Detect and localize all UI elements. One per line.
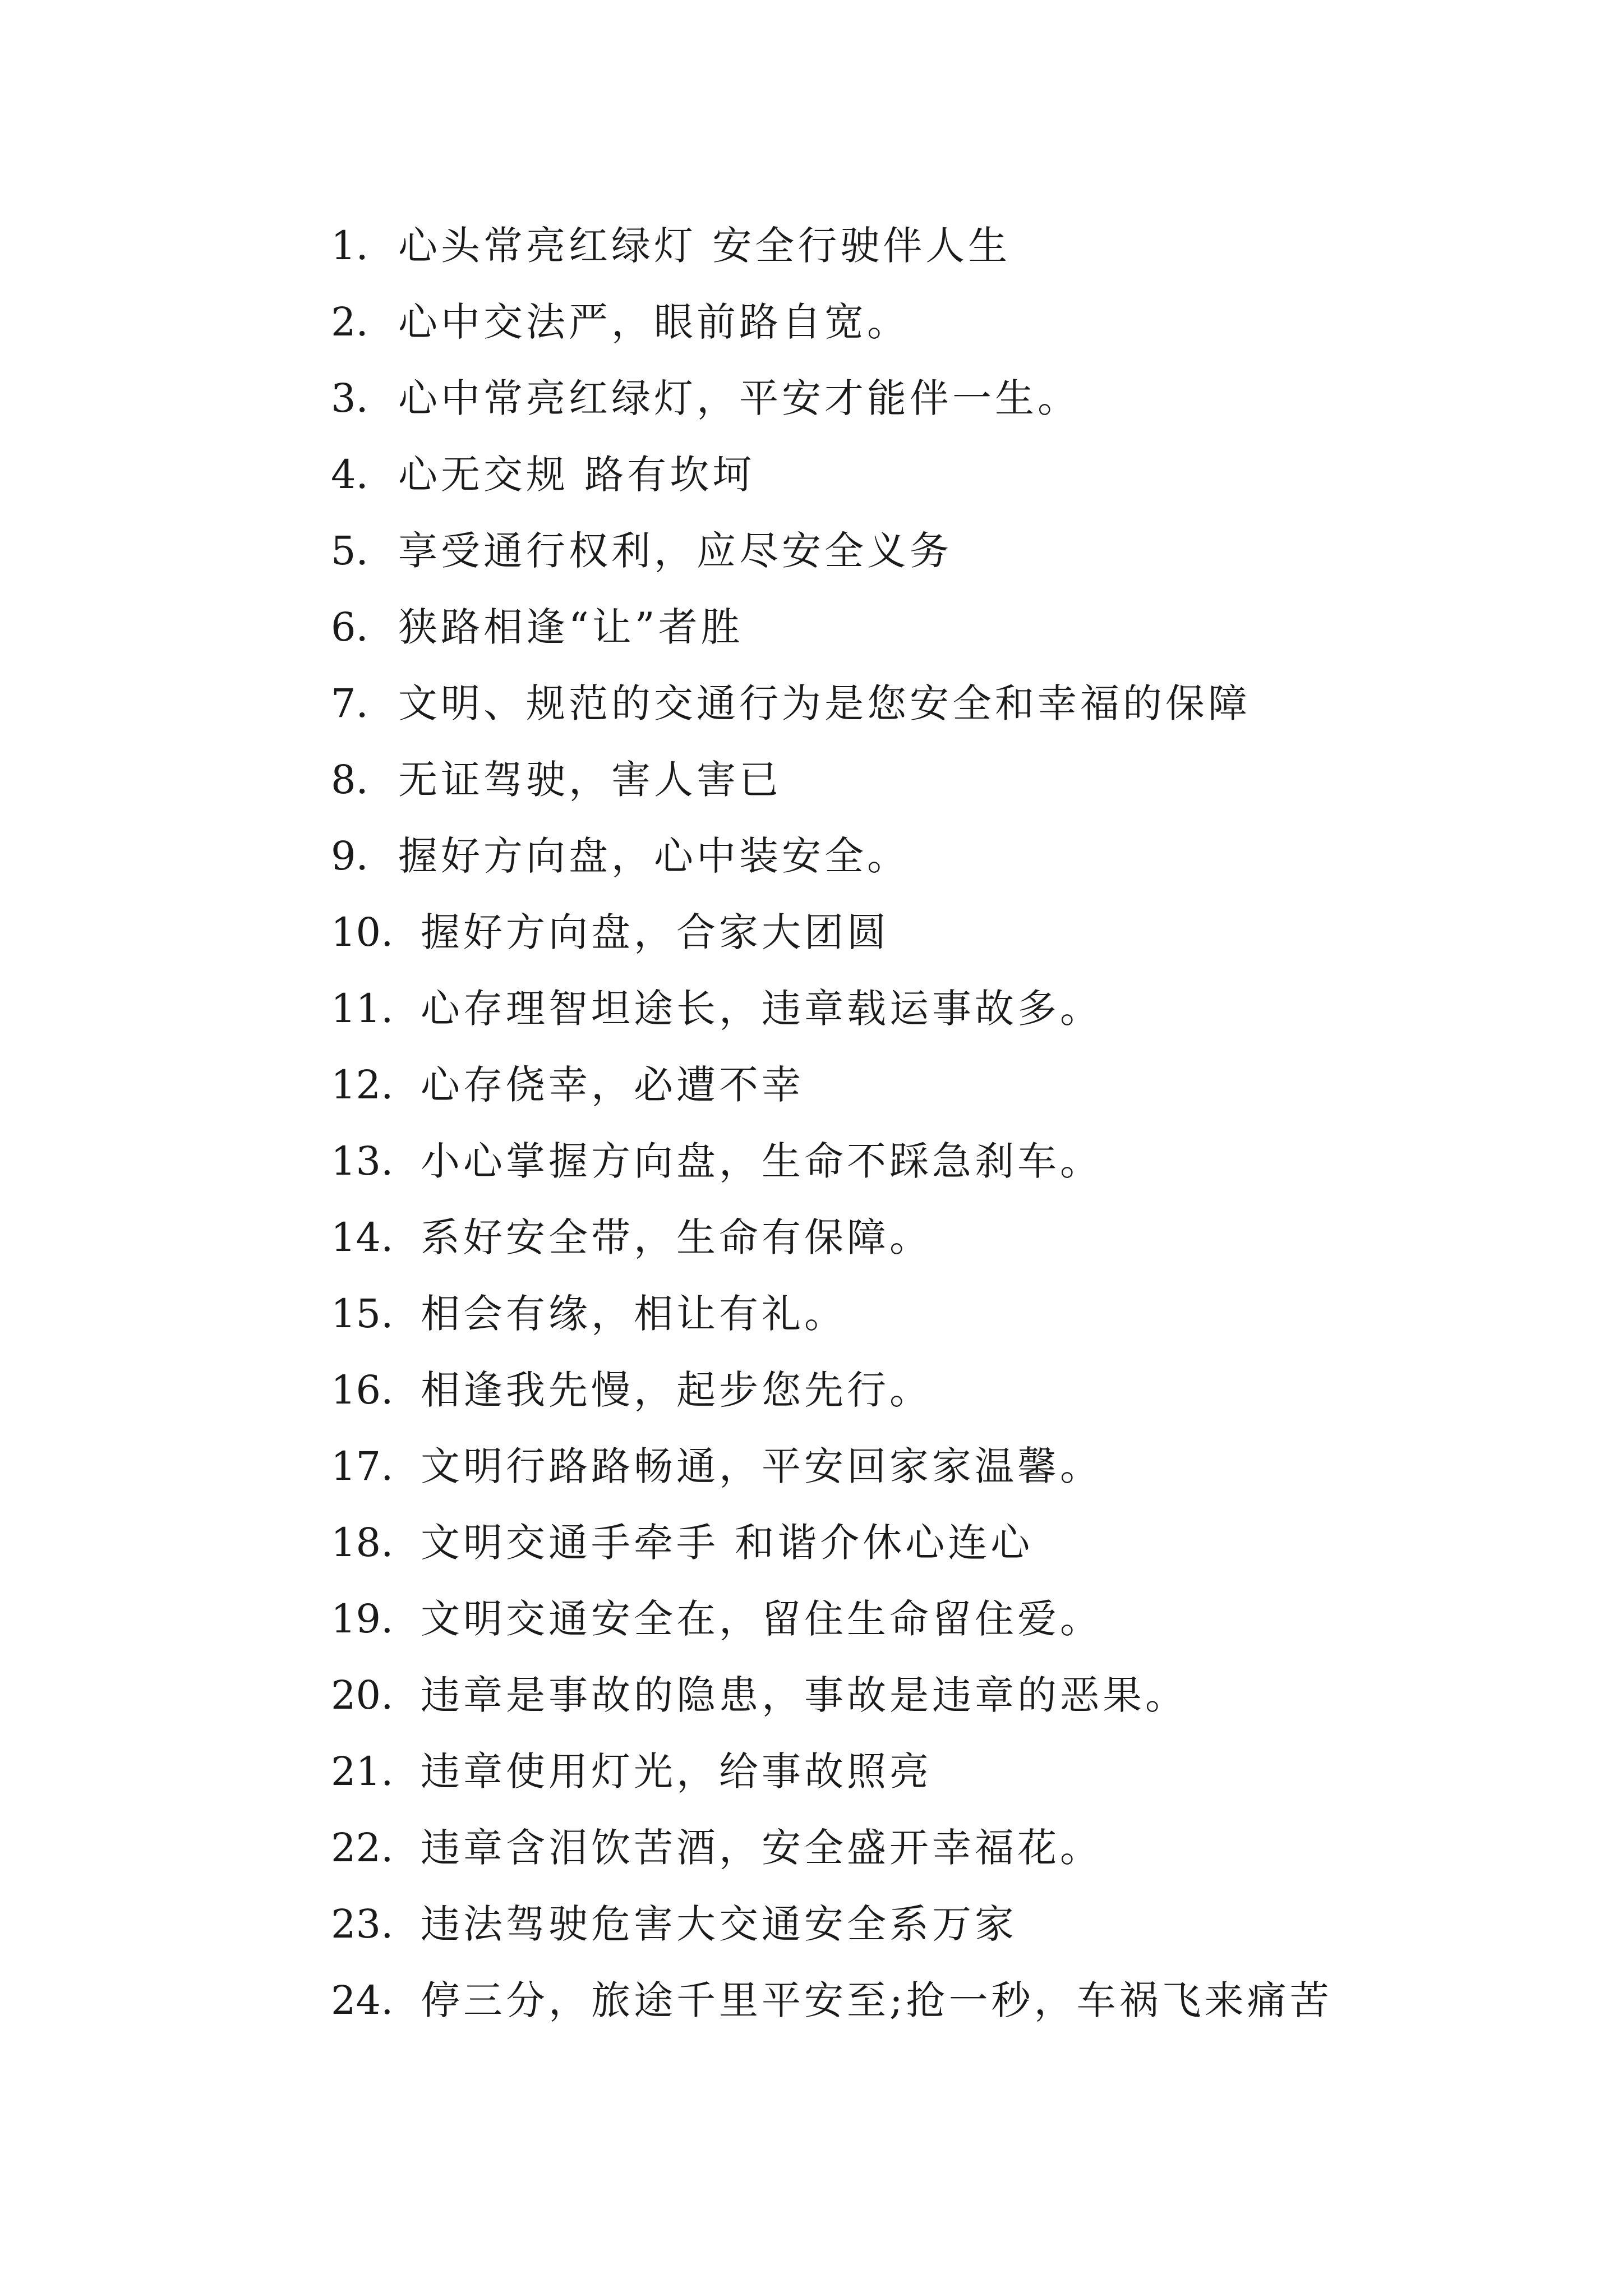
item-number: 9. <box>331 833 368 879</box>
item-text: 心中交法严，眼前路自宽。 <box>398 299 910 345</box>
item-text: 相逢我先慢，起步您先行。 <box>421 1367 932 1413</box>
item-text: 违法驾驶危害大交通安全系万家 <box>421 1901 1017 1947</box>
item-number: 15. <box>331 1291 394 1337</box>
item-text: 享受通行权利，应尽安全义务 <box>398 528 952 574</box>
item-number: 24. <box>331 1977 394 2023</box>
item-number: 16. <box>331 1367 394 1413</box>
item-number: 22. <box>331 1825 394 1871</box>
list-item <box>331 1810 1565 1886</box>
list-item <box>331 1276 1565 1352</box>
item-number: 7. <box>331 680 368 726</box>
item-number: 13. <box>331 1138 394 1184</box>
item-number: 4. <box>331 452 368 498</box>
item-text: 停三分，旅途千里平安至;抢一秒，车祸飞来痛苦 <box>421 1977 1332 2023</box>
list-item <box>331 1123 1565 1199</box>
item-text: 小心掌握方向盘，生命不踩急刹车。 <box>421 1138 1103 1184</box>
item-number: 21. <box>331 1749 394 1795</box>
item-text: 系好安全带，生命有保障。 <box>421 1214 932 1260</box>
item-text: 握好方向盘，心中装安全。 <box>398 833 910 879</box>
item-text: 狭路相逢“让”者胜 <box>398 604 744 650</box>
list-item <box>331 589 1565 665</box>
item-text: 相会有缘，相让有礼。 <box>421 1291 847 1337</box>
item-text: 心存理智坦途长，违章载运事故多。 <box>421 986 1103 1032</box>
item-number: 18. <box>331 1520 394 1566</box>
list-item <box>331 208 1565 284</box>
item-text: 心存侥幸，必遭不幸 <box>421 1062 804 1108</box>
list-item <box>331 360 1565 436</box>
item-text: 心无交规 路有坎坷 <box>398 452 755 498</box>
item-text: 心中常亮红绿灯，平安才能伴一生。 <box>398 375 1080 421</box>
item-number: 19. <box>331 1596 394 1642</box>
item-number: 14. <box>331 1214 394 1260</box>
list-item <box>331 742 1565 818</box>
list-item <box>331 1047 1565 1123</box>
list-item <box>331 436 1565 513</box>
list-item <box>331 1504 1565 1581</box>
item-text: 文明、规范的交通行为是您安全和幸福的保障 <box>398 680 1251 726</box>
item-text: 握好方向盘，合家大团圆 <box>421 909 889 955</box>
item-number: 10. <box>331 909 394 955</box>
item-text: 心头常亮红绿灯 安全行驶伴人生 <box>398 223 1011 269</box>
list-item <box>331 513 1565 589</box>
list-item <box>331 1733 1565 1810</box>
item-number: 1. <box>331 223 368 269</box>
item-number: 11. <box>331 986 394 1032</box>
list-item <box>331 284 1565 360</box>
list-item <box>331 665 1565 742</box>
item-text: 文明交通安全在，留住生命留住爱。 <box>421 1596 1103 1642</box>
item-text: 文明行路路畅通，平安回家家温馨。 <box>421 1443 1103 1489</box>
item-text: 违章使用灯光，给事故照亮 <box>421 1749 932 1795</box>
item-text: 文明交通手牵手 和谐介休心连心 <box>421 1520 1034 1566</box>
list-item <box>331 818 1565 894</box>
item-text: 违章含泪饮苦酒，安全盛开幸福花。 <box>421 1825 1103 1871</box>
list-item <box>331 1352 1565 1428</box>
list-item <box>331 894 1565 970</box>
list-item <box>331 1428 1565 1504</box>
item-number: 17. <box>331 1443 394 1489</box>
item-number: 6. <box>331 604 368 650</box>
list-item <box>331 1199 1565 1276</box>
item-text: 违章是事故的隐患，事故是违章的恶果。 <box>421 1672 1188 1718</box>
item-text: 无证驾驶，害人害已 <box>398 757 782 803</box>
list-item <box>331 1886 1565 1962</box>
list-item <box>331 1581 1565 1657</box>
item-number: 3. <box>331 375 368 421</box>
item-number: 2. <box>331 299 368 345</box>
item-number: 8. <box>331 757 368 803</box>
list-item <box>331 1962 1565 2039</box>
item-number: 5. <box>331 528 368 574</box>
slogan-list <box>331 208 1565 2039</box>
item-number: 20. <box>331 1672 394 1718</box>
item-number: 23. <box>331 1901 394 1947</box>
list-item <box>331 970 1565 1047</box>
item-number: 12. <box>331 1062 394 1108</box>
list-item <box>331 1657 1565 1733</box>
